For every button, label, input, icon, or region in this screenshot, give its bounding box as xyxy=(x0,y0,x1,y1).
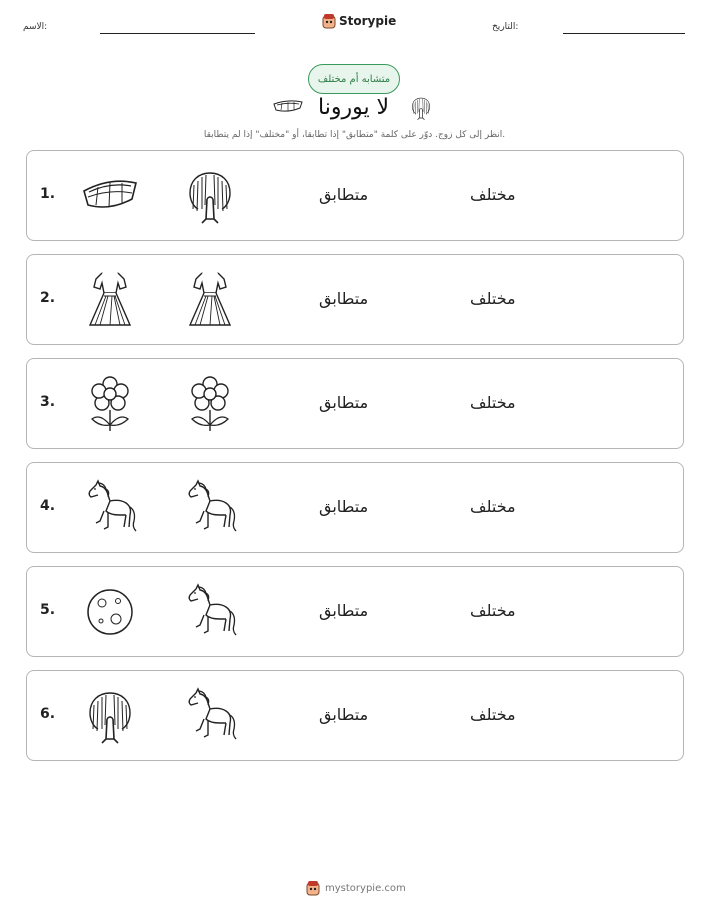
same-option[interactable]: متطابق xyxy=(319,705,369,724)
willow-tree-icon xyxy=(180,165,240,227)
pair-number: 1. xyxy=(40,186,56,202)
footer-site-link[interactable]: mystorypie.com xyxy=(325,882,406,894)
brand-name: Storypie xyxy=(339,14,397,28)
pair-number: 2. xyxy=(40,290,56,306)
date-label: التاريخ: xyxy=(492,22,519,32)
dress-icon xyxy=(180,269,240,331)
willow-tree-icon xyxy=(80,685,140,747)
same-option[interactable]: متطابق xyxy=(319,185,369,204)
different-option[interactable]: مختلف xyxy=(470,601,516,620)
different-option[interactable]: مختلف xyxy=(470,289,516,308)
flower-icon xyxy=(80,373,140,435)
page-title: لا يورونا xyxy=(318,95,390,120)
name-line[interactable] xyxy=(100,33,255,34)
storypie-mascot-icon xyxy=(306,880,320,896)
willow-tree-icon xyxy=(408,94,434,122)
date-line[interactable] xyxy=(563,33,685,34)
title-row xyxy=(270,94,440,124)
brand-logo xyxy=(322,13,396,29)
different-option[interactable]: مختلف xyxy=(470,185,516,204)
different-option[interactable]: مختلف xyxy=(470,705,516,724)
pair-card-4 xyxy=(26,462,684,553)
pair-number: 5. xyxy=(40,602,56,618)
instructions: انظر إلى كل زوج. دوّر على كلمة "متطابق" إذا تطابقا، أو "مختلف" إذا لم يتطابقا. xyxy=(203,130,506,140)
pair-number: 4. xyxy=(40,498,56,514)
horse-icon xyxy=(180,685,240,747)
horse-icon xyxy=(180,581,240,643)
footer xyxy=(306,880,406,896)
dress-icon xyxy=(80,269,140,331)
pair-card-6 xyxy=(26,670,684,761)
boat-icon xyxy=(80,165,140,227)
flower-icon xyxy=(180,373,240,435)
worksheet-type-badge: متشابه أم مختلف xyxy=(308,64,400,94)
pair-card-3 xyxy=(26,358,684,449)
horse-icon xyxy=(80,477,140,539)
pair-card-1 xyxy=(26,150,684,241)
different-option[interactable]: مختلف xyxy=(470,393,516,412)
boat-icon xyxy=(272,98,304,114)
pair-card-5 xyxy=(26,566,684,657)
same-option[interactable]: متطابق xyxy=(319,601,369,620)
same-option[interactable]: متطابق xyxy=(319,289,369,308)
different-option[interactable]: مختلف xyxy=(470,497,516,516)
pair-number: 3. xyxy=(40,394,56,410)
name-label: الاسم: xyxy=(23,22,48,32)
horse-icon xyxy=(180,477,240,539)
pair-number: 6. xyxy=(40,706,56,722)
storypie-mascot-icon xyxy=(322,13,336,29)
same-option[interactable]: متطابق xyxy=(319,497,369,516)
moon-icon xyxy=(80,581,140,643)
pair-card-2 xyxy=(26,254,684,345)
same-option[interactable]: متطابق xyxy=(319,393,369,412)
